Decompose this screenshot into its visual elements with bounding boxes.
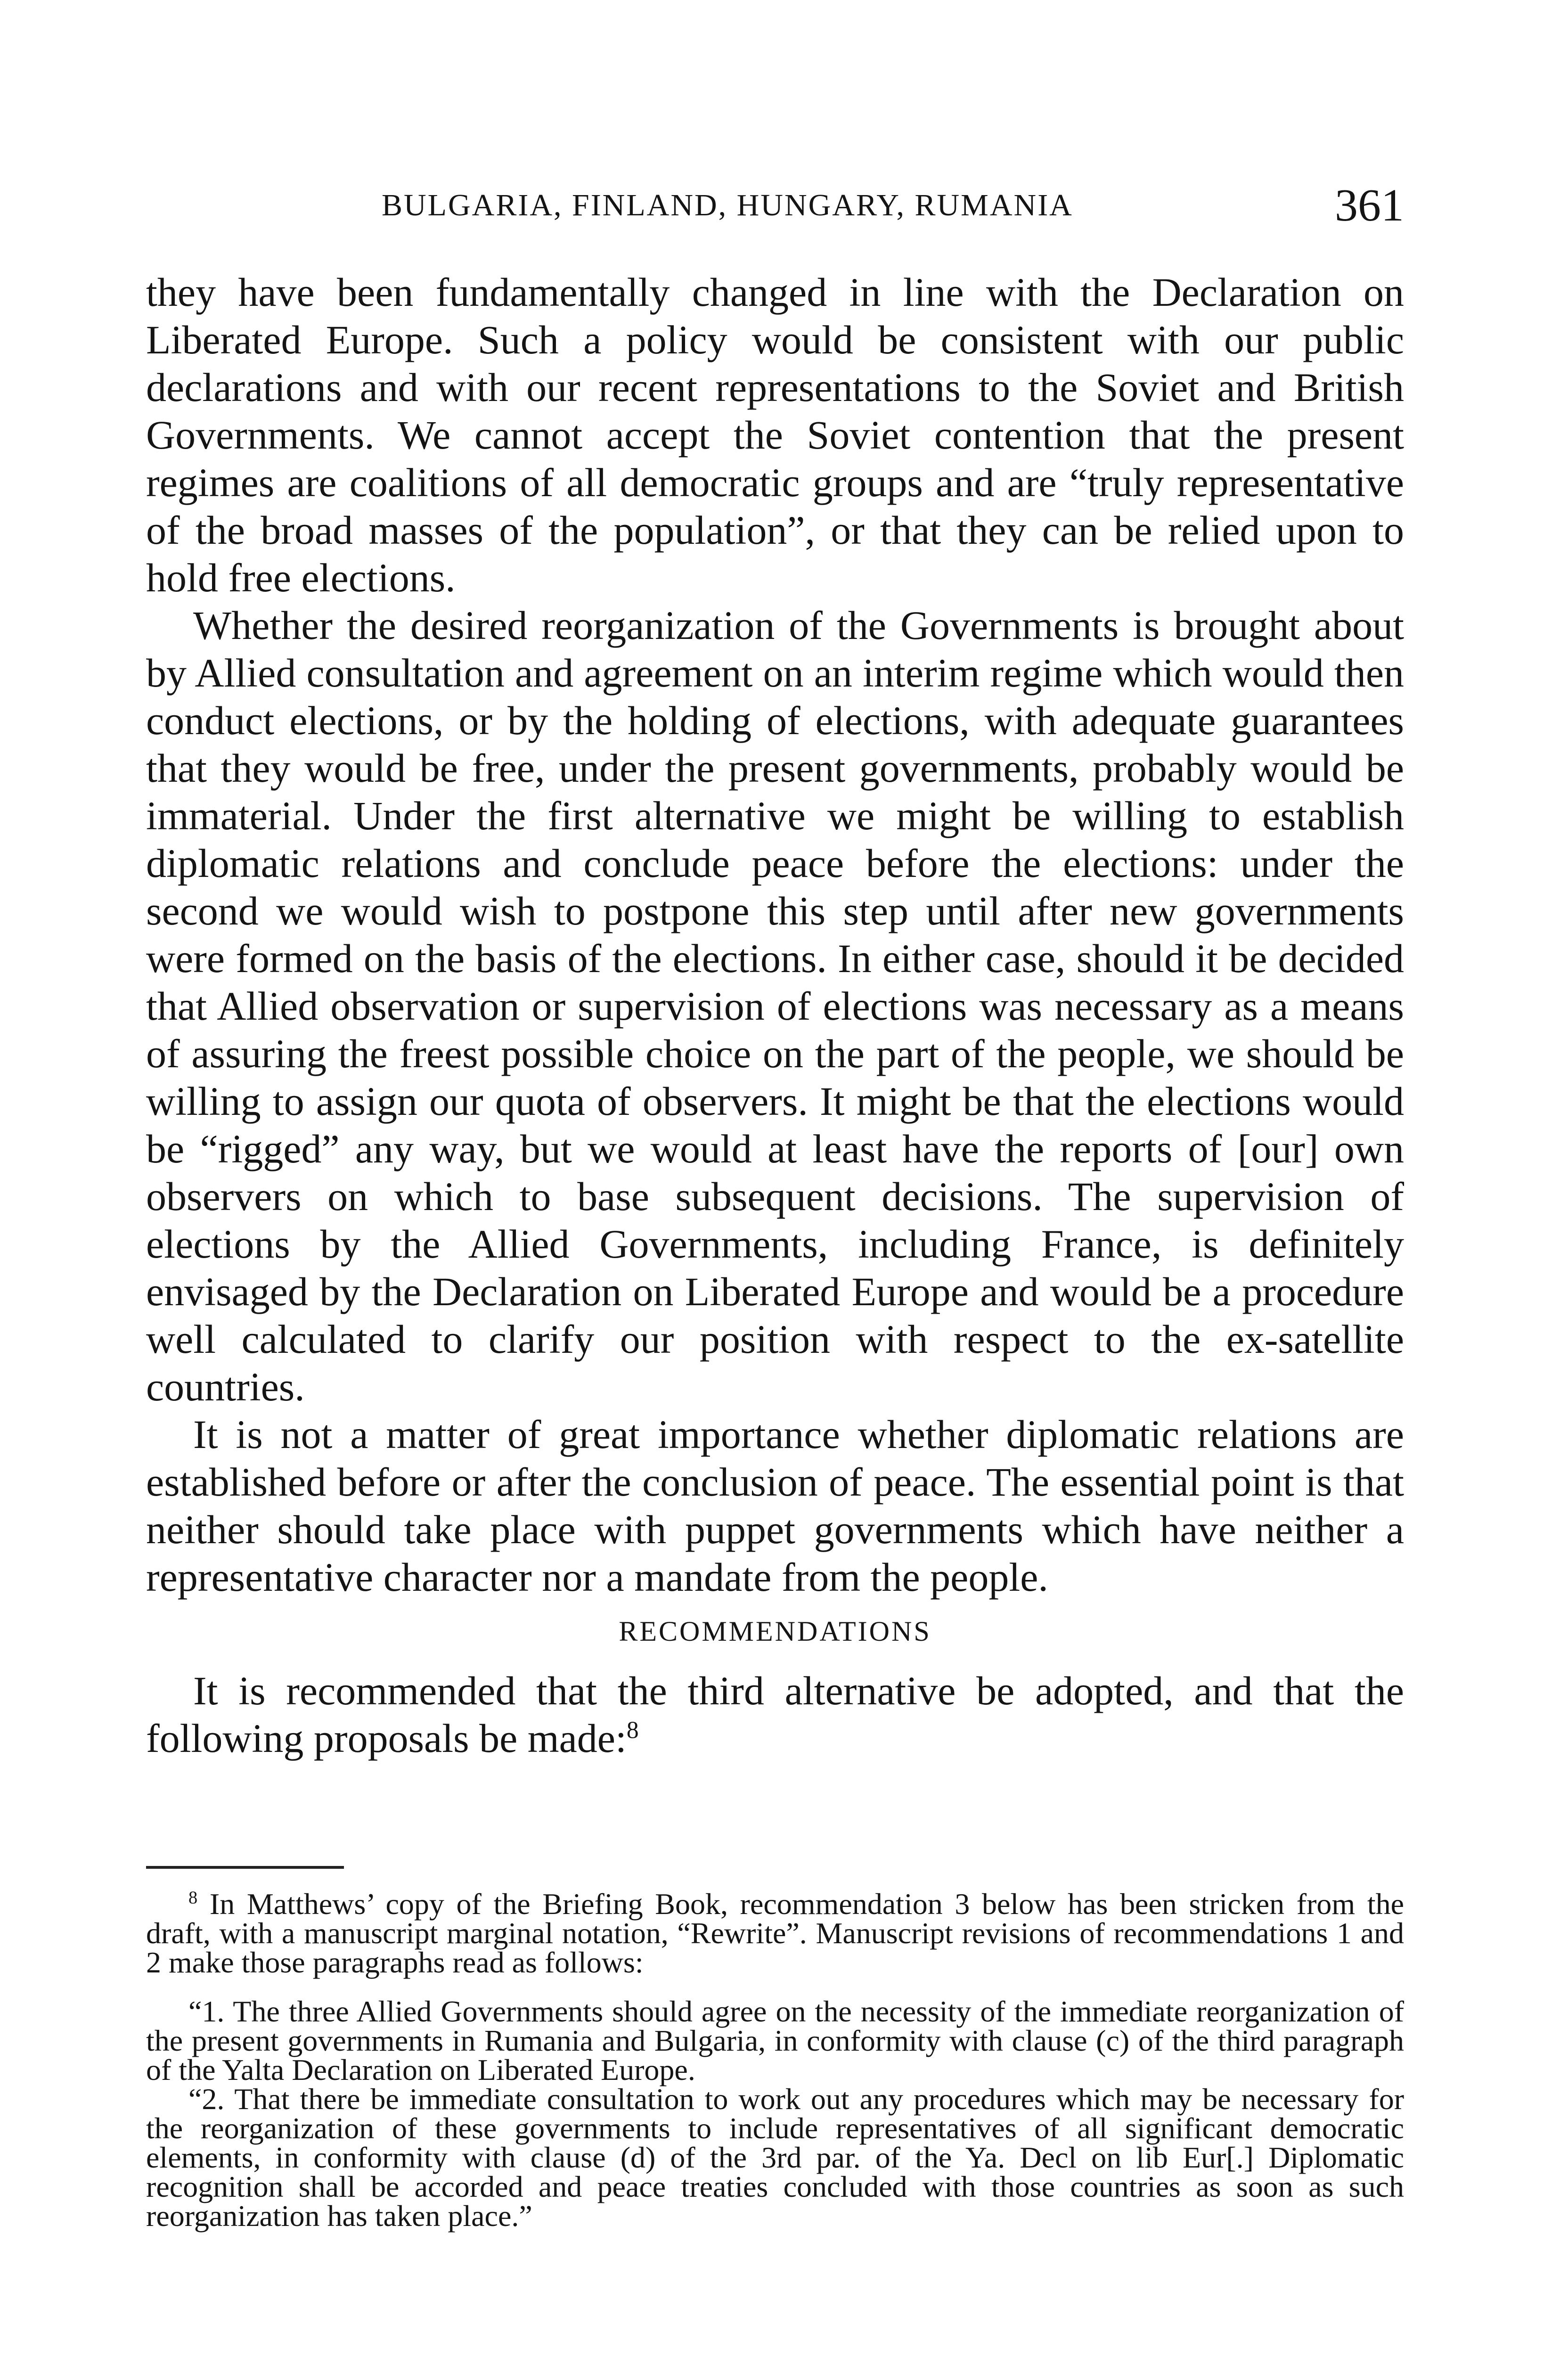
- page-number: 361: [1335, 180, 1404, 231]
- body-text: [146, 269, 1404, 1762]
- footnote-8-text: In Matthews’ copy of the Briefing Book, recommendation 3 below has been stricken from the draft, with a manuscript marginal notation, “Rewrite”. Manuscript revisions of recommendations 1 and 2 make those paragraphs read as follows:: [146, 1887, 1405, 1979]
- paragraph-recommendation: [146, 1667, 1404, 1762]
- footnote-reference[interactable]: 8: [626, 1717, 639, 1744]
- footnote-8: [146, 1887, 1405, 1979]
- footnote-divider: [146, 1866, 344, 1869]
- footnote-item-2: “2. That there be immediate consultation to work out any procedures which may be necessary for the reorganization of these governments to include representatives of all significant democratic elements, in conformity with clause (d) of the 3rd par. of the Ya. Decl on lib Eur[.] Diplomatic recognition shall be accorded and peace treaties concluded with those countries as soon as such reorganization has taken place.”: [146, 2082, 1404, 2233]
- running-head: [146, 179, 1404, 240]
- paragraph-continuation: they have been fundamentally changed in line with the Declaration on Liberated Europe. Such a policy would be consistent with our public declarations and with our recent representations to the Soviet and British Governments. We cannot accept the Soviet contention that the present regimes are coalitions of all democratic groups and are “truly representative of the broad masses of the population”, or that they can be relied upon to hold free elections.: [146, 270, 1404, 600]
- footnote-marker: 8: [188, 1888, 198, 1908]
- section-heading-recommendations: RECOMMENDATIONS: [619, 1616, 931, 1647]
- footnote-item-1: “1. The three Allied Governments should agree on the necessity of the immediate reorganization of the present governments in Rumania and Bulgaria, in conformity with clause (c) of the third paragraph of the Yalta Declaration on Liberated Europe.: [146, 1995, 1404, 2086]
- paragraph-reorganization: Whether the desired reorganization of the Governments is brought about by Allied consultation and agreement on an interim regime which would then conduct elections, or by the holding of elections, with adequate guarantees that they would be free, under the present governments, probably would be immaterial. Under the first alternative we might be willing to establish diplomatic relations and conclude peace before the elections: under the second we would wish to postpone this step until after new governments were formed on the basis of the elections. In either case, should it be decided that Allied observation or supervision of elections was necessary as a means of assuring the freest possible choice on the part of the people, we should be willing to assign our quota of observers. It might be that the elections would be “rigged” any way, but we would at least have the reports of [our] own observers on which to base subsequent decisions. The supervision of elections by the Allied Governments, including France, is definitely envisaged by the Declaration on Liberated Europe and would be a procedure well calculated to clarify our position with respect to the ex-satellite countries.: [146, 603, 1404, 1409]
- running-title: BULGARIA, FINLAND, HUNGARY, RUMANIA: [382, 188, 1073, 222]
- paragraph-diplomatic-relations: It is not a matter of great importance whether diplomatic relations are established before or after the conclusion of peace. The essential point is that neither should take place with puppet governments which have neither a representative character nor a mandate from the people.: [146, 1412, 1404, 1600]
- footnotes: [146, 1887, 1405, 2233]
- recommendation-text: It is recommended that the third alternative be adopted, and that the following proposals be made:: [146, 1668, 1404, 1761]
